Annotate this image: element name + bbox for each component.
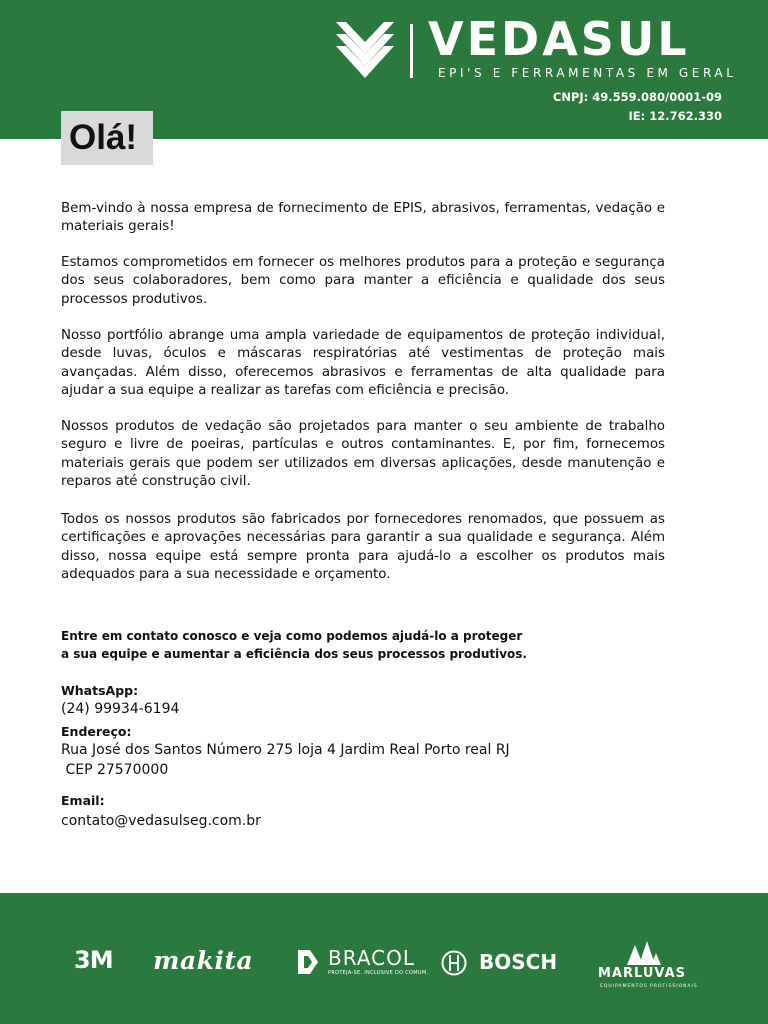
whatsapp-number[interactable]: (24) 99934-6194 (61, 701, 180, 717)
suppliers-paragraph: Todos os nossos produtos são fabricados por fornecedores renomados, que possuem as certificações e aprovações necessárias para garantir a sua qualidade e segurança. Além disso, nossa equipe está sempre pronta para ajudá-lo a escolher os produtos mais adequados para a sua necessidade e orçamento. (61, 512, 665, 583)
whatsapp-label: WhatsApp: (61, 683, 139, 698)
brand-name: VEDASUL (428, 12, 690, 66)
company-ie: IE: 12.762.330 (628, 109, 722, 123)
brand-bracol-logo: BRACOL (328, 946, 415, 970)
bosch-armature-icon (441, 950, 467, 976)
brand-bosch-logo: BOSCH (479, 950, 558, 974)
greeting-box (61, 111, 153, 165)
marluvas-peaks-icon (625, 941, 663, 965)
vedasul-chevron-logo-icon (336, 22, 394, 78)
marluvas-tagline: EQUIPAMENTOS PROFISSIONAIS (600, 984, 698, 989)
commitment-paragraph: Estamos comprometidos em fornecer os melhores produtos para a proteção e segurança dos seus colaboradores, bem como para manter a eficiência e qualidade dos seus processos produtivos. (61, 255, 665, 307)
email-label: Email: (61, 793, 105, 808)
email-address[interactable]: contato@vedasulseg.com.br (61, 813, 261, 829)
cta-line-2: a sua equipe e aumentar a eficiência dos seus processos produtivos. (61, 647, 527, 661)
bracol-emblem-icon (296, 948, 320, 976)
greeting-heading: Olá! (69, 118, 138, 157)
intro-paragraph: Bem-vindo à nossa empresa de fornecimento de EPIS, abrasivos, ferramentas, vedação e materiais gerais! (61, 201, 665, 235)
address-line-1: Rua José dos Santos Número 275 loja 4 Jardim Real Porto real RJ (61, 742, 510, 758)
logo-divider (410, 24, 413, 78)
portfolio-paragraph: Nosso portfólio abrange uma ampla variedade de equipamentos de proteção individual, desde luvas, óculos e máscaras respiratórias até vestimentas de proteção mais avançadas. Além disso, oferecemos abrasivos e ferramentas de alta qualidade para ajudar a sua equipe a realizar as tarefas com eficiência e precisão. (61, 328, 665, 399)
sealing-paragraph: Nossos produtos de vedação são projetados para manter o seu ambiente de trabalho seguro e livre de poeiras, partículas e outros contaminantes. E, por fim, fornecemos materiais gerais que podem ser utilizados em diversas aplicações, desde manutenção e reparos até construção civil. (61, 419, 665, 490)
brand-tagline: EPI'S E FERRAMENTAS EM GERAL (438, 66, 737, 80)
cta-line-1: Entre em contato conosco e veja como podemos ajudá-lo a proteger (61, 629, 523, 643)
bracol-tagline: PROTEJA-SE. INCLUSIVE DO COMUM. (328, 970, 429, 976)
footer-partner-brands (0, 893, 768, 1024)
company-cnpj: CNPJ: 49.559.080/0001-09 (552, 90, 722, 104)
call-to-action (61, 627, 527, 663)
brand-makita-logo: makita (153, 946, 254, 975)
address-line-2: CEP 27570000 (61, 762, 169, 778)
address-label: Endereço: (61, 724, 132, 739)
brand-marluvas-logo: MARLUVAS (598, 966, 686, 981)
brand-3m-logo: 3M (74, 946, 113, 974)
